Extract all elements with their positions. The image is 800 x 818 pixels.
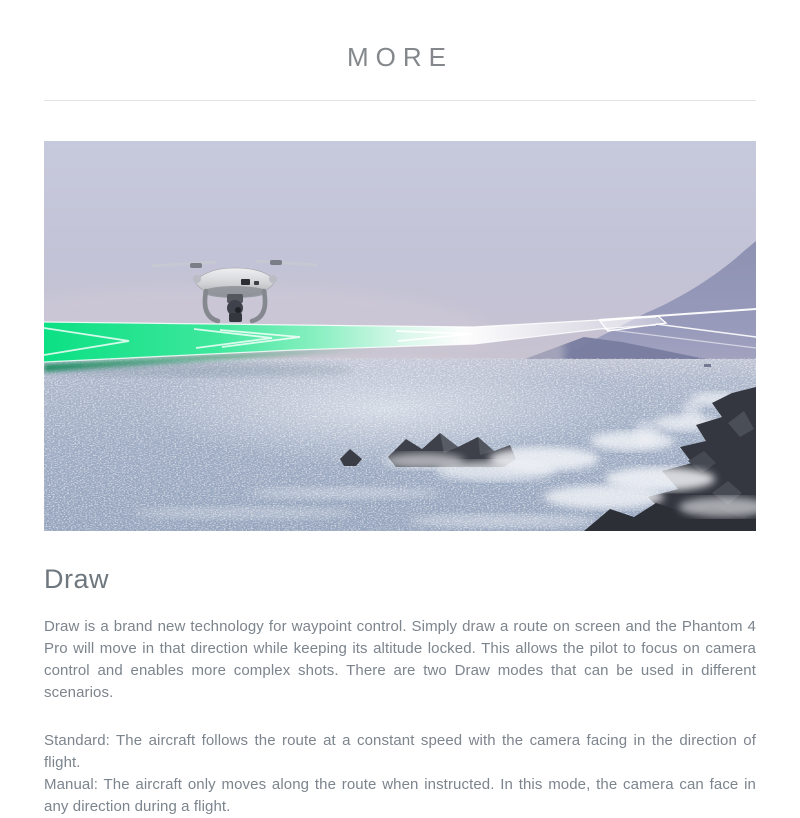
feature-title: Draw [44, 564, 110, 594]
mode-manual-text: Manual: The aircraft only moves along the route when instructed. In this mode, the camera can face in any direction during a flight. [44, 776, 756, 816]
drone-gimbal-camera [227, 294, 243, 322]
feature-modes [44, 730, 756, 818]
hero-image [44, 141, 756, 531]
divider [44, 100, 756, 101]
mode-standard-text: Standard: The aircraft follows the route at a constant speed with the camera facing in the direction of flight. [44, 732, 756, 772]
draw-feature-section [44, 531, 756, 818]
feature-description: Draw is a brand new technology for waypoint control. Simply draw a route on screen and the Phantom 4 Pro will move in that direction while keeping its altitude locked. This allows the pilot to focus on camera control and enables more complex shots. There are two Draw modes that can be used in different scenarios. [44, 618, 756, 702]
page-title: MORE [347, 42, 453, 72]
coastline-drone-illustration [44, 141, 756, 531]
